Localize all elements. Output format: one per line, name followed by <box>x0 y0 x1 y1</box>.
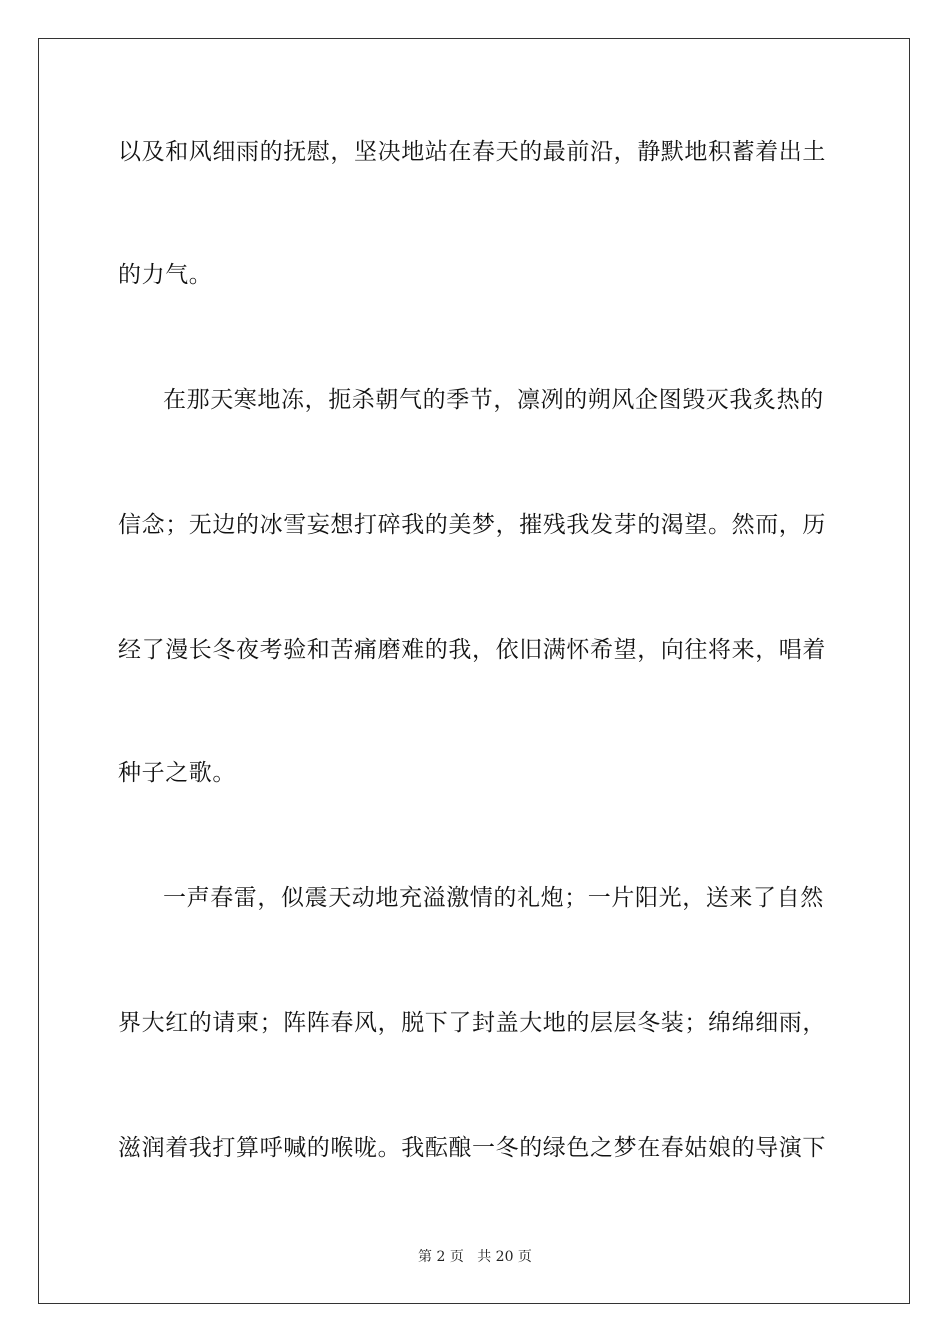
text-line: 经了漫长冬夜考验和苦痛磨难的我，依旧满怀希望，向往将来，唱着 <box>118 637 826 663</box>
text-line: 以及和风细雨的抚慰，坚决地站在春天的最前沿，静默地积蓄着出土 <box>118 139 826 165</box>
page-total: 共 20 页 <box>477 1249 532 1265</box>
page-number: 第 2 页 <box>418 1249 464 1265</box>
page-footer <box>0 1248 950 1266</box>
text-line: 滋润着我打算呼喊的喉咙。我酝酿一冬的绿色之梦在春姑娘的导演下 <box>118 1135 826 1161</box>
text-line: 种子之歌。 <box>118 760 236 786</box>
text-line: 信念；无边的冰雪妄想打碎我的美梦，摧残我发芽的渴望。然而，历 <box>118 512 826 538</box>
paragraph-start-line: 在那天寒地冻，扼杀朝气的季节，凛冽的朔风企图毁灭我炙热的 <box>163 387 824 413</box>
text-line: 界大红的请柬；阵阵春风，脱下了封盖大地的层层冬装；绵绵细雨， <box>118 1010 826 1036</box>
page-border <box>38 38 910 1304</box>
text-line: 的力气。 <box>118 262 213 288</box>
paragraph-start-line: 一声春雷，似震天动地充溢激情的礼炮；一片阳光，送来了自然 <box>163 885 824 911</box>
